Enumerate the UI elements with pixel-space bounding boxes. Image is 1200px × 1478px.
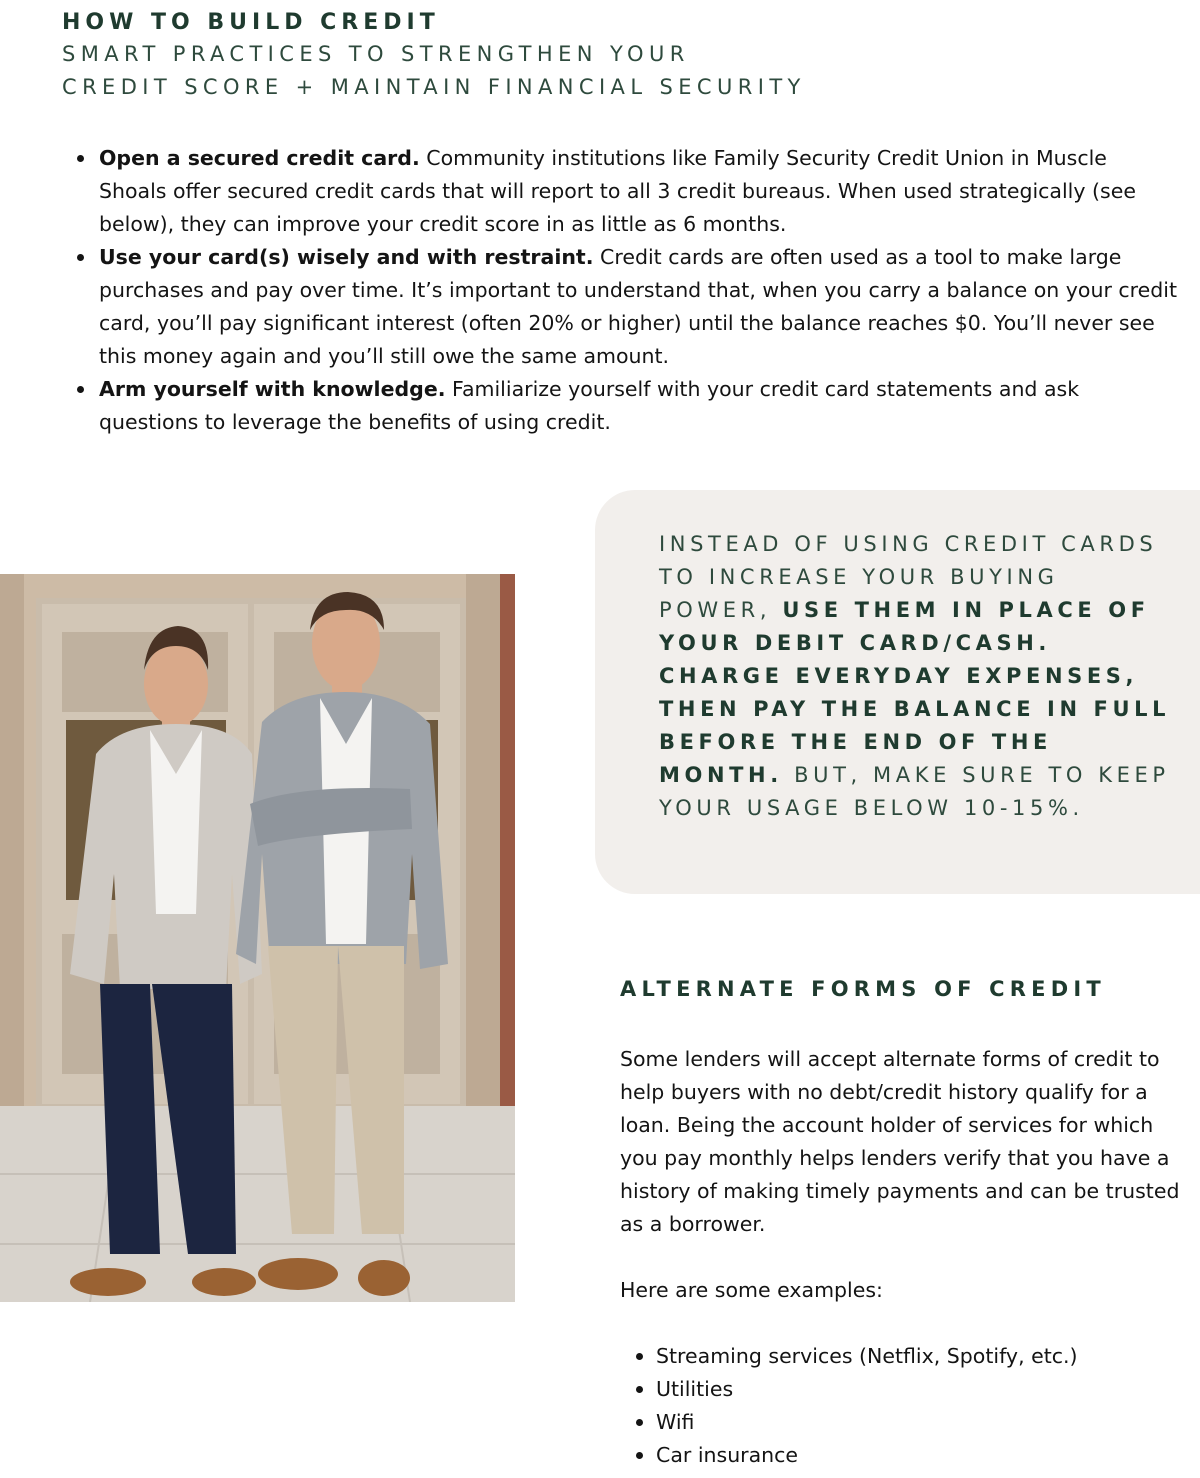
callout-text-emphasis: USE THEM IN PLACE OF YOUR DEBIT CARD/CASH. CHARGE EVERYDAY EXPENSES, THEN PAY THE BALANCE IN FULL BEFORE THE END OF THE MONTH.: [659, 598, 1171, 787]
tip-text: Credit cards are often used as a tool to make large purchases and pay over time. It’s important to understand that, when you carry a balance on your credit card, you’ll pay significant interest (often 20% or higher) until the balance reaches $0. You’ll never see this money again and you’ll still owe the same amount.: [99, 245, 1177, 368]
photo-brick: [500, 574, 515, 1114]
team-photo: [0, 574, 515, 1302]
tip-text: Familiarize yourself with your credit card statements and ask questions to leverage the benefits of using credit.: [99, 377, 1080, 434]
list-item: [99, 142, 1179, 241]
page-header: [62, 8, 1162, 104]
tip-lead: Arm yourself with knowledge.: [99, 377, 446, 401]
examples-list: [620, 1340, 1078, 1472]
alternate-credit-body: Some lenders will accept alternate forms of credit to help buyers with no debt/credit history qualify for a loan. Being the account holder of services for which you pay monthly helps lenders verify that you have a history of making timely payments and can be trusted as a borrower.: [620, 1047, 1180, 1236]
list-item: [99, 241, 1179, 373]
list-item: Wifi: [656, 1406, 1078, 1439]
tip-lead: Open a secured credit card.: [99, 146, 420, 170]
callout-text-outro: BUT, MAKE SURE TO KEEP YOUR USAGE BELOW 10-15%.: [659, 763, 1170, 820]
examples-intro: Here are some examples:: [620, 1278, 883, 1302]
alternate-credit-heading: ALTERNATE FORMS OF CREDIT: [620, 977, 1106, 1001]
team-photo-illustration: [0, 574, 515, 1302]
list-item: [99, 373, 1179, 439]
tip-text: Community institutions like Family Security Credit Union in Muscle Shoals offer secured credit cards that will report to all 3 credit bureaus. When used strategically (see below), they can improve your credit score in as little as 6 months.: [99, 146, 1136, 236]
page-subtitle-line-1: SMART PRACTICES TO STRENGTHEN YOUR: [62, 42, 690, 66]
callout-text: [659, 528, 1179, 825]
photo-floor: [0, 1106, 515, 1302]
tip-lead: Use your card(s) wisely and with restraint.: [99, 245, 594, 269]
list-item: Utilities: [656, 1373, 1078, 1406]
callout-text-intro: INSTEAD OF USING CREDIT CARDS TO INCREASE YOUR BUYING POWER,: [659, 532, 1158, 622]
page-subtitle-line-2: CREDIT SCORE + MAINTAIN FINANCIAL SECURITY: [62, 75, 806, 99]
list-item: Car insurance: [656, 1439, 1078, 1472]
list-item: Streaming services (Netflix, Spotify, etc.): [656, 1340, 1078, 1373]
page-title: HOW TO BUILD CREDIT: [62, 10, 440, 35]
credit-tips-list: [62, 142, 1179, 439]
tip-callout-box: [595, 490, 1200, 894]
